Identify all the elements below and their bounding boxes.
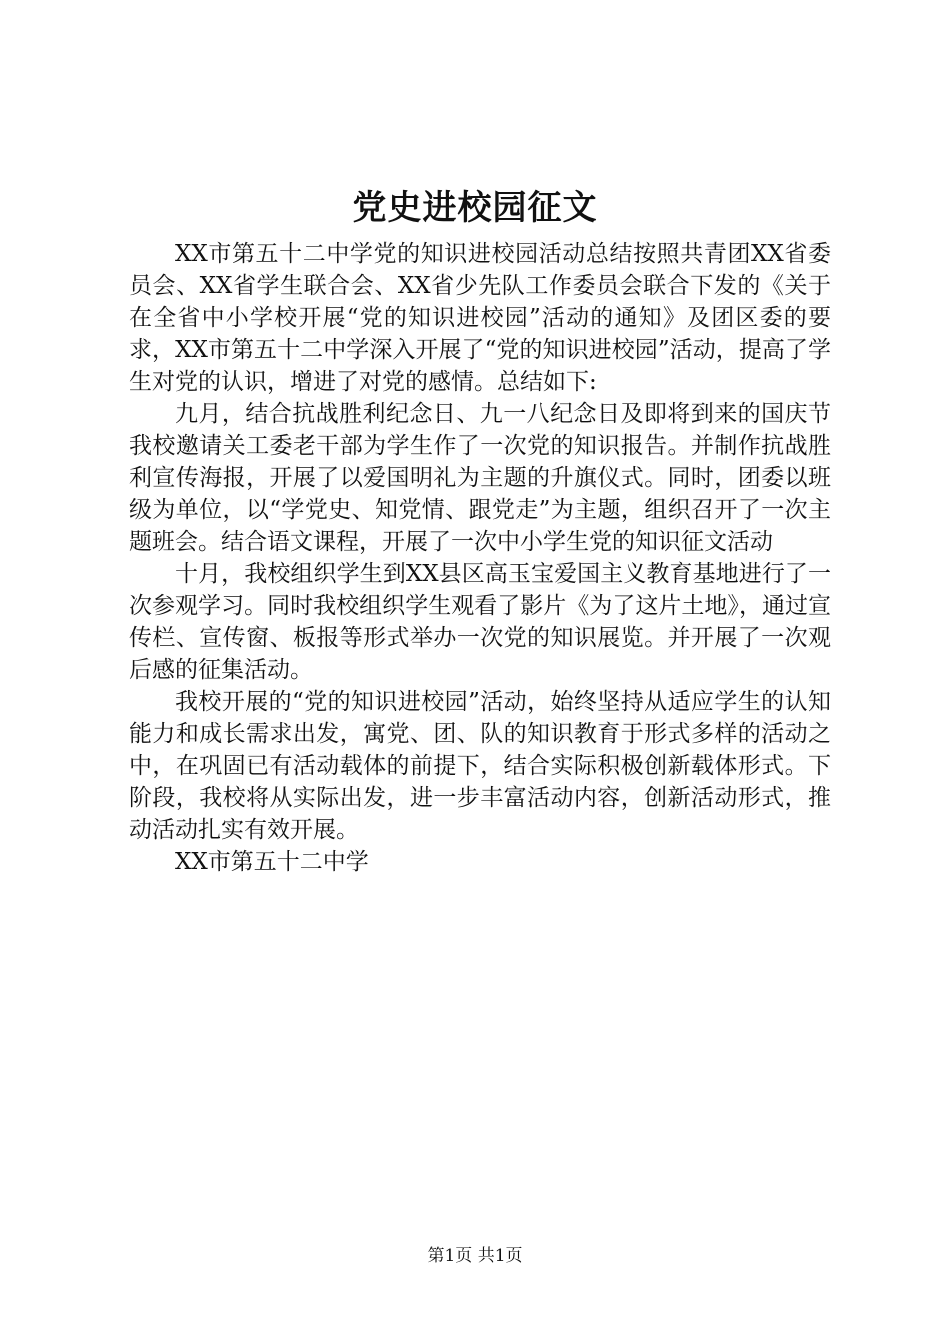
body-paragraph-2: 九月，结合抗战胜利纪念日、九一八纪念日及即将到来的国庆节我校邀请关工委老干部为学生作了一次党的知识报告。并制作抗战胜利宣传海报，开展了以爱国明礼为主题的升旗仪式。同时，团委以班级为单位，以“学党史、知党情、跟党走”为主题，组织召开了一次主题班会。结合语文课程，开展了一次中小学生党的知识征文活动 (129, 401, 831, 555)
signature-line: XX市第五十二中学 (175, 849, 369, 875)
document-title: 党史进校园征文 (352, 188, 598, 228)
body-paragraph-3: 十月，我校组织学生到XX县区高玉宝爱国主义教育基地进行了一次参观学习。同时我校组织学生观看了影片《为了这片土地》，通过宣传栏、宣传窗、板报等形式举办一次党的知识展览。并开展了一次观后感的征集活动。 (129, 561, 831, 683)
body-paragraph-4: 我校开展的“党的知识进校园”活动，始终坚持从适应学生的认知能力和成长需求出发，寓党、团、队的知识教育于形式多样的活动之中，在巩固已有活动载体的前提下，结合实际积极创新载体形式。下阶段，我校将从实际出发，进一步丰富活动内容，创新活动形式，推动活动扎实有效开展。 (129, 689, 831, 843)
body-paragraph-1: XX市第五十二中学党的知识进校园活动总结按照共青团XX省委员会、XX省学生联合会、XX省少先队工作委员会联合下发的《关于在全省中小学校开展“党的知识进校园”活动的通知》及团区委的要求，XX市第五十二中学深入开展了“党的知识进校园”活动，提高了学生对党的认识，增进了对党的感情。总结如下: (129, 241, 831, 395)
page-footer: 第1页 共1页 (427, 1246, 523, 1266)
document-body (129, 238, 831, 878)
